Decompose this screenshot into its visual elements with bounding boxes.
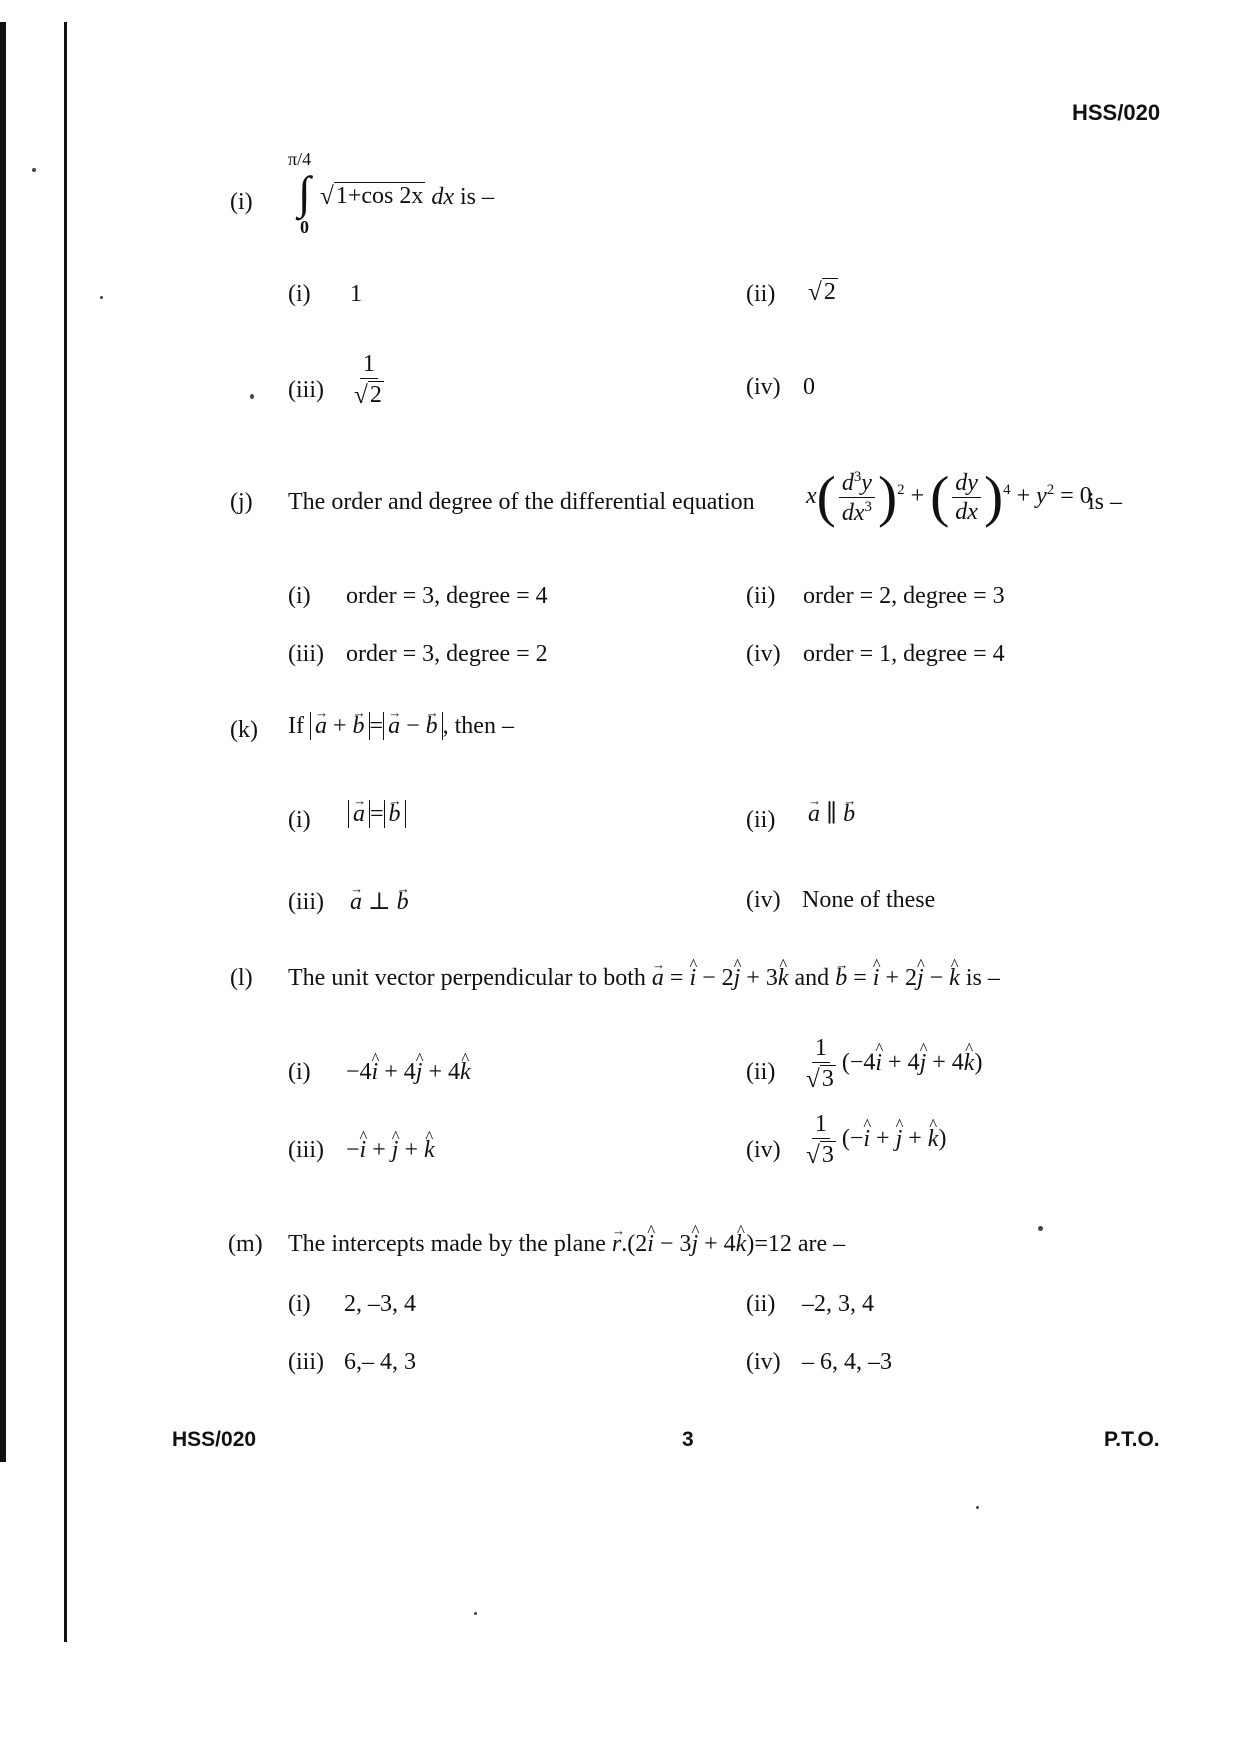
option-l-iii-value: −^ i + ^ j + ^ k bbox=[346, 1138, 435, 1162]
scan-speck bbox=[474, 1612, 477, 1615]
option-m-iii-value: 6,– 4, 3 bbox=[344, 1349, 416, 1375]
fraction-numerator: 1 bbox=[360, 352, 378, 379]
option-m-iv-label: (iv) bbox=[746, 1349, 781, 1375]
option-j-i-label: (i) bbox=[288, 583, 311, 609]
option-i-i-label: (i) bbox=[288, 281, 311, 307]
option-m-iii-label: (iii) bbox=[288, 1349, 324, 1375]
question-j-tail: is – bbox=[1088, 489, 1123, 515]
option-m-ii-value: –2, 3, 4 bbox=[802, 1291, 874, 1317]
option-l-iv-label: (iv) bbox=[746, 1137, 781, 1163]
question-j-label: (j) bbox=[230, 489, 253, 515]
paper-code-footer: HSS/020 bbox=[172, 1428, 257, 1451]
integral-sign: ∫ bbox=[298, 167, 311, 218]
sqrt-radicand: 2 bbox=[823, 279, 836, 305]
scan-speck bbox=[100, 296, 103, 299]
differential-equation: x( $\frac{d^3y}{dx^3}$ )$^2$ + ( $\frac{dy}{dx}$ )$^4 + y^2 = 0$ bbox=[806, 465, 1092, 529]
option-i-iii-value: 1 √ 2 bbox=[354, 351, 382, 409]
scan-speck bbox=[976, 1506, 979, 1509]
question-k-label: (k) bbox=[230, 717, 258, 743]
option-m-i-value: 2, –3, 4 bbox=[344, 1291, 416, 1317]
scan-speck bbox=[250, 394, 254, 399]
scan-speck bbox=[1038, 1226, 1043, 1231]
question-l-stem: The unit vector perpendicular to both → a = ^ i − 2^ j + 3^ k and → b = ^ i + 2^ j − ^ k is – bbox=[288, 966, 1000, 990]
dx: dx bbox=[431, 183, 455, 210]
option-i-iv-value: 0 bbox=[803, 374, 815, 400]
option-i-iv-label: (iv) bbox=[746, 374, 781, 400]
option-m-iv-value: – 6, 4, –3 bbox=[802, 1349, 892, 1375]
option-l-i-value: −4^ i + 4^ j + 4^ k bbox=[346, 1060, 471, 1084]
question-l-label: (l) bbox=[230, 965, 253, 991]
question-m-stem-text: The intercepts made by the plane bbox=[288, 1231, 606, 1257]
question-i-upper-limit: π/4 bbox=[288, 149, 312, 169]
option-j-iv-label: (iv) bbox=[746, 641, 781, 667]
option-m-ii-label: (ii) bbox=[746, 1291, 776, 1317]
option-j-i-value: order = 3, degree = 4 bbox=[346, 583, 548, 609]
margin-rule bbox=[64, 22, 67, 1642]
option-k-iv-label: (iv) bbox=[746, 887, 781, 913]
pto-marker: P.T.O. bbox=[1104, 1428, 1160, 1451]
option-i-ii-value: √ 2 bbox=[808, 278, 836, 306]
question-m-stem: The intercepts made by the plane → r.(2^ i − 3^ j + 4^ k)=12 are – bbox=[288, 1232, 845, 1256]
option-l-ii-label: (ii) bbox=[746, 1059, 776, 1085]
page-number: 3 bbox=[682, 1428, 694, 1451]
option-k-iv-value: None of these bbox=[802, 887, 936, 913]
option-j-iv-value: order = 1, degree = 4 bbox=[803, 641, 1005, 667]
paper-code-top: HSS/020 bbox=[1072, 100, 1161, 125]
question-k-tail: , then – bbox=[442, 713, 514, 739]
question-l-stem-text: The unit vector perpendicular to both bbox=[288, 965, 646, 991]
option-k-iii-label: (iii) bbox=[288, 889, 324, 915]
integrand: 1+cos 2x bbox=[335, 183, 424, 209]
option-i-iii-label: (iii) bbox=[288, 377, 324, 403]
option-l-iv-value: 1 √ 3 (−^ i + ^ j + ^ k) bbox=[800, 1112, 946, 1168]
question-i-lower-limit: 0 bbox=[300, 217, 309, 237]
option-j-ii-label: (ii) bbox=[746, 583, 776, 609]
option-l-i-label: (i) bbox=[288, 1059, 311, 1085]
scan-speck bbox=[32, 168, 36, 172]
option-i-ii-label: (ii) bbox=[746, 281, 776, 307]
question-i-label: (i) bbox=[230, 189, 253, 215]
question-l-tail: is – bbox=[965, 965, 1000, 991]
question-k-stem: If → a + → b =→ a − → b , then – bbox=[288, 712, 514, 740]
option-k-ii-value: → a ∥ → b bbox=[808, 802, 855, 826]
option-l-ii-value: 1 √ 3 (−4^ i + 4^ j + 4^ k) bbox=[800, 1036, 982, 1092]
question-m-label: (m) bbox=[228, 1231, 263, 1257]
question-m-tail: =12 are – bbox=[754, 1231, 846, 1257]
option-k-i-label: (i) bbox=[288, 807, 311, 833]
question-k-if: If bbox=[288, 713, 304, 739]
option-k-i-value: → a =→ b bbox=[348, 800, 406, 828]
binding-edge bbox=[0, 22, 6, 1462]
option-j-iii-value: order = 3, degree = 2 bbox=[346, 641, 548, 667]
question-l-and: and bbox=[794, 965, 830, 991]
option-l-iii-label: (iii) bbox=[288, 1137, 324, 1163]
question-j-stem: The order and degree of the differential equation bbox=[288, 489, 755, 515]
question-i-tail: is – bbox=[460, 183, 495, 210]
option-m-i-label: (i) bbox=[288, 1291, 311, 1317]
option-j-iii-label: (iii) bbox=[288, 641, 324, 667]
option-j-ii-value: order = 2, degree = 3 bbox=[803, 583, 1005, 609]
option-k-iii-value: → a ⊥ → b bbox=[350, 890, 409, 914]
option-k-ii-label: (ii) bbox=[746, 807, 776, 833]
option-i-i-value: 1 bbox=[350, 281, 362, 307]
question-i-expression: √ 1+cos 2x dx is – bbox=[320, 182, 495, 210]
fraction-denominator: 2 bbox=[369, 382, 382, 408]
